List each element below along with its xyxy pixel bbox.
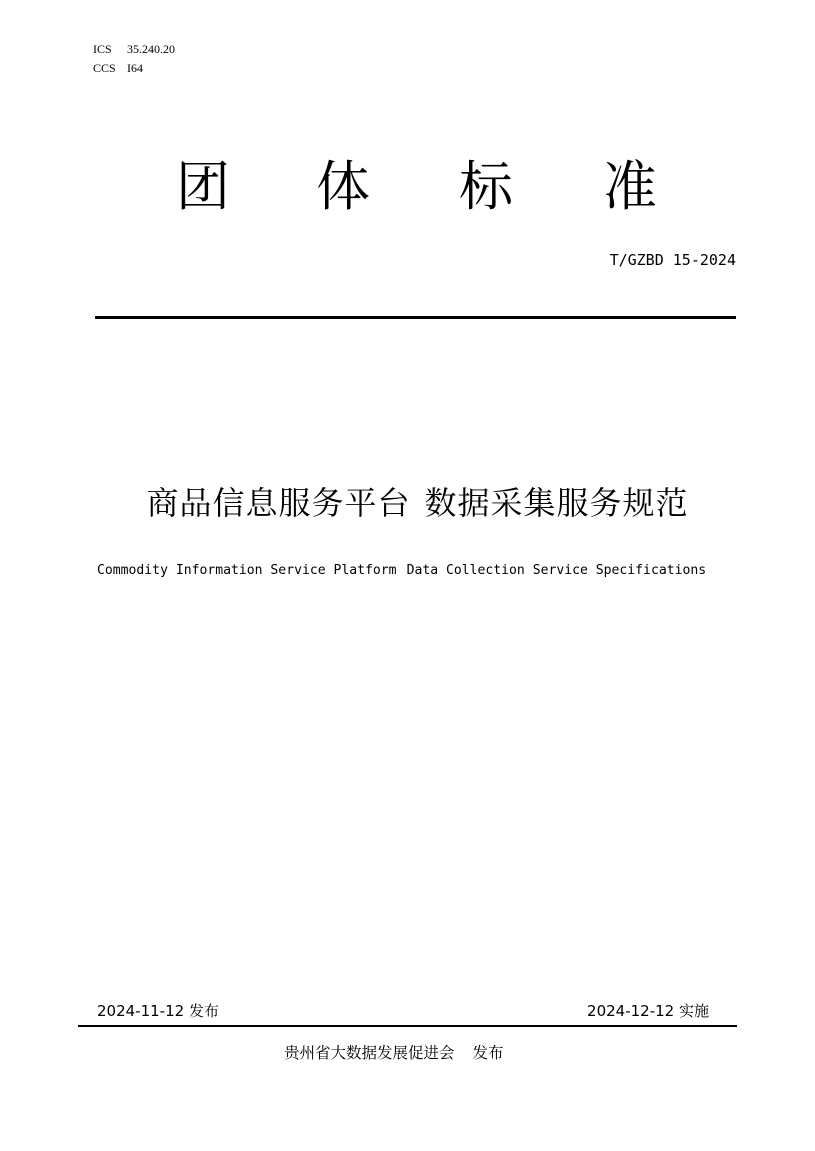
title-en-part1: Commodity Information Service Platform (97, 563, 397, 578)
publisher-name: 贵州省大数据发展促进会 (284, 1044, 455, 1062)
document-title-en (97, 562, 706, 580)
header-divider (95, 316, 736, 319)
title-cn-part1: 商品信息服务平台 (146, 484, 411, 522)
standard-type-char: 体 (316, 155, 370, 218)
issue-date: 2024-11-12 发布 (97, 1002, 219, 1020)
title-cn-part2: 数据采集服务规范 (424, 484, 689, 522)
ics-label: ICS (93, 42, 112, 56)
ccs-label: CCS (93, 61, 116, 75)
ics-code: 35.240.20 (127, 42, 175, 56)
document-title-cn (0, 480, 815, 526)
ccs-row (93, 59, 175, 78)
classification-codes (93, 40, 175, 78)
footer-divider (78, 1025, 737, 1027)
ics-row (93, 40, 175, 59)
standard-number: T/GZBD 15-2024 (609, 251, 736, 269)
publisher-action: 发布 (472, 1044, 504, 1062)
implementation-date: 2024-12-12 实施 (587, 1002, 709, 1020)
title-en-part2: Data Collection Service Specifications (406, 563, 707, 578)
standard-type-char: 团 (176, 155, 230, 218)
standard-type-char: 准 (603, 155, 657, 218)
standard-type-heading (0, 152, 815, 222)
ccs-code: I64 (127, 61, 143, 75)
publisher (284, 1043, 504, 1063)
standard-type-char: 标 (459, 155, 513, 218)
